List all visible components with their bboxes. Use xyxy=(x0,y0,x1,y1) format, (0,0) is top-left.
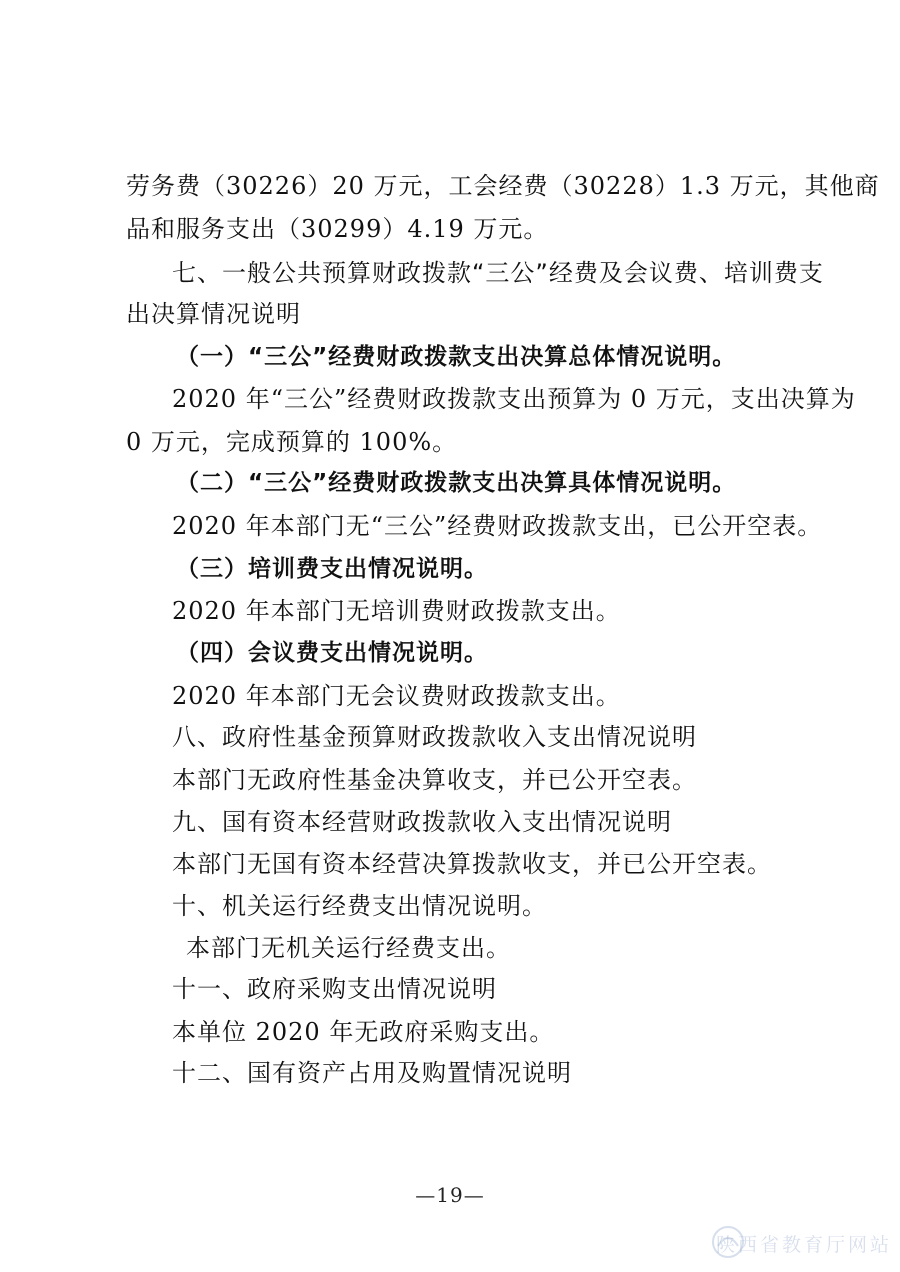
body-text-line: 本部门无政府性基金决算收支，并已公开空表。 xyxy=(172,766,697,794)
section-heading-7: 七、一般公共预算财政拨款“三公”经费及会议费、培训费支 xyxy=(172,259,824,287)
body-text-line: 2020 年本部门无培训费财政拨款支出。 xyxy=(172,597,621,625)
body-text-line: 0 万元，完成预算的 100%。 xyxy=(126,428,458,456)
body-text-line: 本部门无机关运行经费支出。 xyxy=(186,934,511,962)
subsection-heading-1: （一）“三公”经费财政拨款支出决算总体情况说明。 xyxy=(176,344,737,370)
body-text-line: 品和服务支出（30299）4.19 万元。 xyxy=(126,215,549,243)
section-heading-11: 十一、政府采购支出情况说明 xyxy=(172,975,497,1003)
body-text-line: 劳务费（30226）20 万元，工会经费（30228）1.3 万元，其他商 xyxy=(126,172,880,200)
subsection-heading-2: （二）“三公”经费财政拨款支出决算具体情况说明。 xyxy=(176,470,737,496)
page-number: —19— xyxy=(415,1183,485,1207)
section-heading-9: 九、国有资本经营财政拨款收入支出情况说明 xyxy=(172,808,672,836)
section-heading-7-cont: 出决算情况说明 xyxy=(126,300,301,328)
section-heading-12: 十二、国有资产占用及购置情况说明 xyxy=(172,1059,572,1087)
body-text-line: 本部门无国有资本经营决算拨款收支，并已公开空表。 xyxy=(172,850,772,878)
watermark-text: 陕西省教育厅网站 xyxy=(716,1234,893,1256)
subsection-heading-4: （四）会议费支出情况说明。 xyxy=(176,640,488,666)
body-text-line: 2020 年本部门无会议费财政拨款支出。 xyxy=(172,682,621,710)
section-heading-8: 八、政府性基金预算财政拨款收入支出情况说明 xyxy=(172,723,697,751)
body-text-line: 2020 年本部门无“三公”经费财政拨款支出，已公开空表。 xyxy=(172,512,823,540)
body-text-line: 2020 年“三公”经费财政拨款支出预算为 0 万元，支出决算为 xyxy=(172,385,856,413)
section-heading-10: 十、机关运行经费支出情况说明。 xyxy=(172,892,547,920)
subsection-heading-3: （三）培训费支出情况说明。 xyxy=(176,556,488,582)
body-text-line: 本单位 2020 年无政府采购支出。 xyxy=(172,1018,555,1046)
